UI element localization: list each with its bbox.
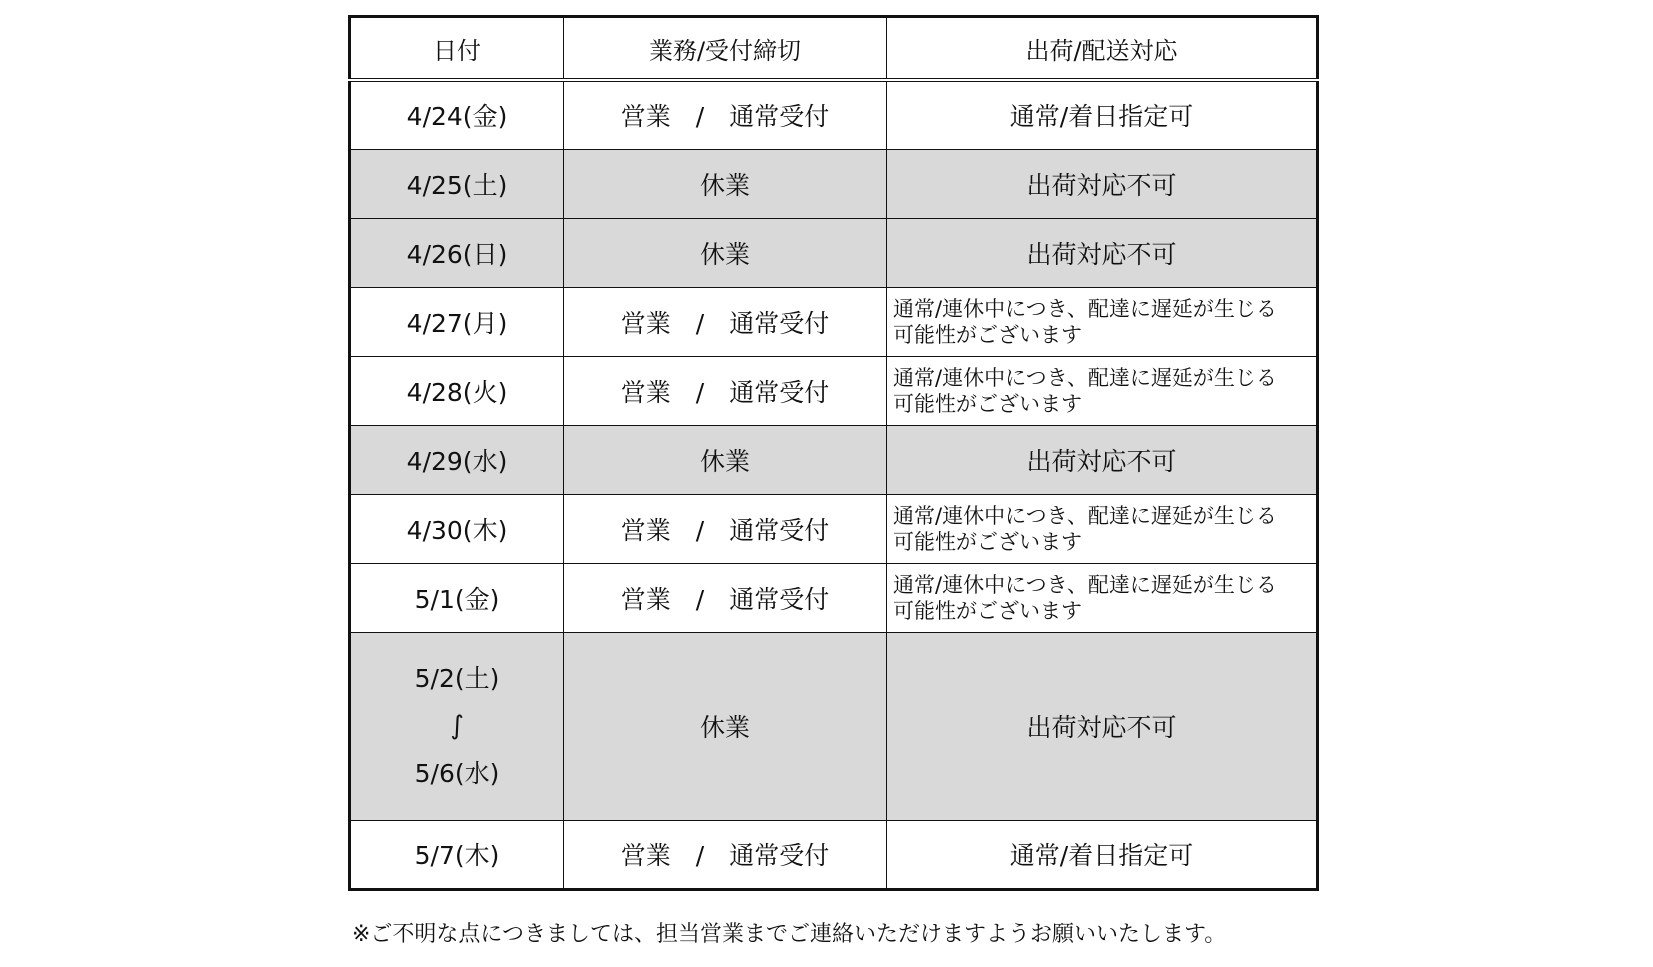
shipping-cell: 出荷対応不可 bbox=[887, 425, 1318, 494]
date-cell: 4/26(日) bbox=[350, 218, 564, 287]
date-range-cell bbox=[350, 632, 564, 820]
table-row bbox=[350, 218, 1318, 287]
table-row bbox=[350, 494, 1318, 563]
date-range-start: 5/2(土) bbox=[414, 664, 500, 693]
date-cell: 4/29(水) bbox=[350, 425, 564, 494]
header-business: 業務/受付締切 bbox=[564, 17, 887, 81]
business-cell: 営業 / 通常受付 bbox=[564, 563, 887, 632]
business-cell: 営業 / 通常受付 bbox=[564, 494, 887, 563]
holiday-schedule-table bbox=[348, 15, 1319, 891]
table-row bbox=[350, 287, 1318, 356]
header-shipping: 出荷/配送対応 bbox=[887, 17, 1318, 81]
business-cell: 休業 bbox=[564, 149, 887, 218]
shipping-cell: 通常/連休中につき、配達に遅延が生じる 可能性がございます bbox=[887, 356, 1318, 425]
table-row bbox=[350, 820, 1318, 889]
business-cell: 営業 / 通常受付 bbox=[564, 287, 887, 356]
date-cell: 4/30(木) bbox=[350, 494, 564, 563]
table-row bbox=[350, 80, 1318, 149]
footer-note: ※ご不明な点につきましては、担当営業までご連絡いただけますようお願いいたします。 bbox=[352, 922, 1227, 947]
shipping-cell: 出荷対応不可 bbox=[887, 149, 1318, 218]
shipping-cell: 通常/連休中につき、配達に遅延が生じる 可能性がございます bbox=[887, 563, 1318, 632]
table-header-row bbox=[350, 17, 1318, 81]
shipping-cell: 出荷対応不可 bbox=[887, 218, 1318, 287]
table-row bbox=[350, 149, 1318, 218]
business-cell: 休業 bbox=[564, 425, 887, 494]
shipping-cell: 通常/連休中につき、配達に遅延が生じる 可能性がございます bbox=[887, 287, 1318, 356]
shipping-cell: 出荷対応不可 bbox=[887, 632, 1318, 820]
date-cell: 4/24(金) bbox=[350, 80, 564, 149]
business-cell: 営業 / 通常受付 bbox=[564, 356, 887, 425]
date-cell: 5/1(金) bbox=[350, 563, 564, 632]
table-row bbox=[350, 632, 1318, 820]
date-cell: 4/25(土) bbox=[350, 149, 564, 218]
header-date: 日付 bbox=[350, 17, 564, 81]
table-row bbox=[350, 356, 1318, 425]
date-range-separator: ∫ bbox=[450, 711, 464, 741]
business-cell: 休業 bbox=[564, 632, 887, 820]
shipping-cell: 通常/連休中につき、配達に遅延が生じる 可能性がございます bbox=[887, 494, 1318, 563]
business-cell: 営業 / 通常受付 bbox=[564, 820, 887, 889]
table-row bbox=[350, 425, 1318, 494]
date-cell: 4/27(月) bbox=[350, 287, 564, 356]
shipping-cell: 通常/着日指定可 bbox=[887, 80, 1318, 149]
shipping-cell: 通常/着日指定可 bbox=[887, 820, 1318, 889]
business-cell: 休業 bbox=[564, 218, 887, 287]
table-row bbox=[350, 563, 1318, 632]
business-cell: 営業 / 通常受付 bbox=[564, 80, 887, 149]
date-cell: 4/28(火) bbox=[350, 356, 564, 425]
date-cell: 5/7(木) bbox=[350, 820, 564, 889]
date-range-end: 5/6(水) bbox=[414, 759, 500, 788]
